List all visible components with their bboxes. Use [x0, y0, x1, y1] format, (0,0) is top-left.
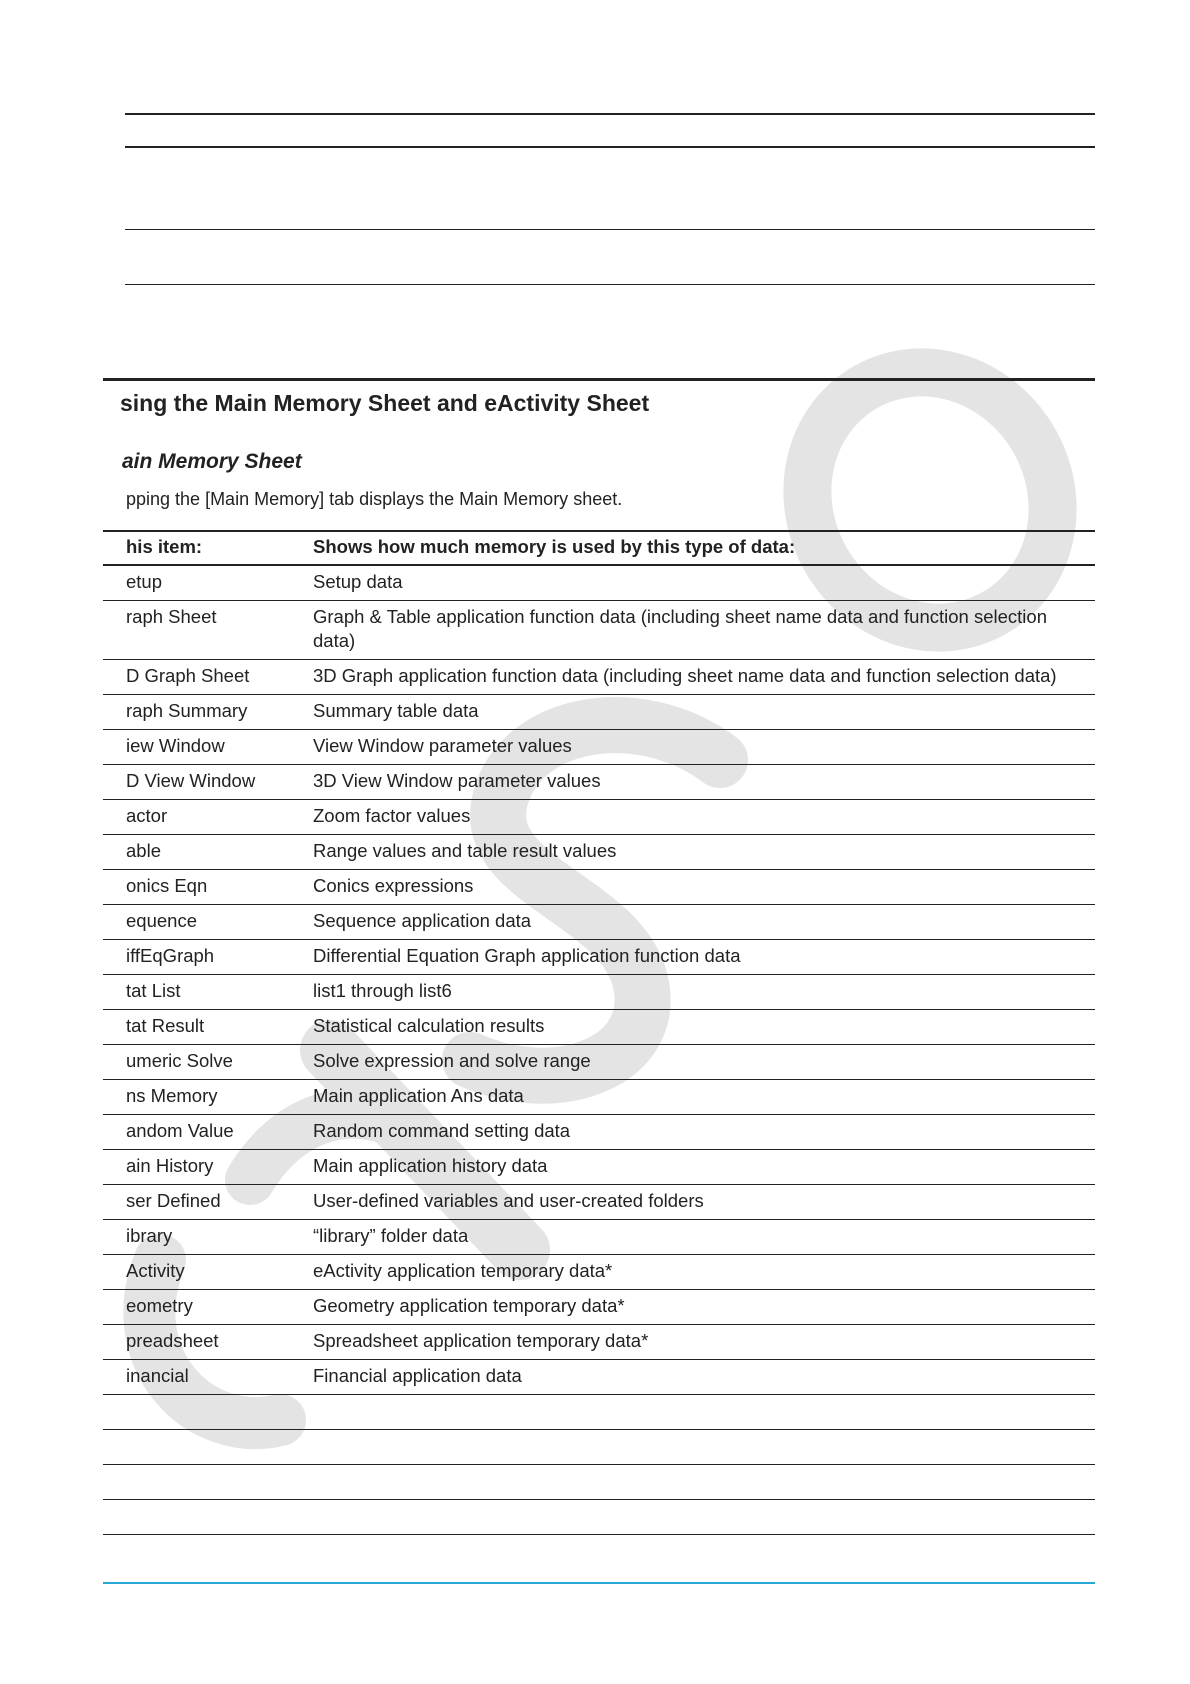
- row-description: User-defined variables and user-created folders: [313, 1185, 1095, 1220]
- row-description: [313, 1465, 1095, 1500]
- row-description: “library” folder data: [313, 1220, 1095, 1255]
- row-item: actor: [103, 800, 313, 835]
- row-item: ibrary: [103, 1220, 313, 1255]
- table-row: [103, 835, 1095, 870]
- row-item: able: [103, 835, 313, 870]
- subsection-title: ain Memory Sheet: [122, 450, 302, 473]
- row-item: raph Sheet: [103, 601, 313, 660]
- row-item: tat Result: [103, 1010, 313, 1045]
- row-item: [103, 1465, 313, 1500]
- row-description: Financial application data: [313, 1360, 1095, 1395]
- row-description: Main application Ans data: [313, 1080, 1095, 1115]
- table-row: [103, 1080, 1095, 1115]
- row-description: [313, 1430, 1095, 1465]
- table-row: [103, 940, 1095, 975]
- row-description: 3D View Window parameter values: [313, 765, 1095, 800]
- row-item: etup: [103, 565, 313, 601]
- table-row: [103, 870, 1095, 905]
- row-item: raph Summary: [103, 695, 313, 730]
- table-row: [103, 905, 1095, 940]
- row-item: [103, 1395, 313, 1430]
- row-item: umeric Solve: [103, 1045, 313, 1080]
- row-description: Range values and table result values: [313, 835, 1095, 870]
- row-description: Graph & Table application function data (including sheet name data and function selection data): [313, 601, 1095, 660]
- row-item: D View Window: [103, 765, 313, 800]
- row-description: eActivity application temporary data*: [313, 1255, 1095, 1290]
- memory-usage-table: [103, 530, 1095, 1535]
- row-description: Setup data: [313, 565, 1095, 601]
- row-description: Zoom factor values: [313, 800, 1095, 835]
- intro-text: pping the [Main Memory] tab displays the Main Memory sheet.: [126, 489, 623, 509]
- row-description: Statistical calculation results: [313, 1010, 1095, 1045]
- row-description: Solve expression and solve range: [313, 1045, 1095, 1080]
- table-row: [103, 1010, 1095, 1045]
- row-description: [313, 1395, 1095, 1430]
- table-row: [103, 730, 1095, 765]
- row-description: Conics expressions: [313, 870, 1095, 905]
- row-description: [313, 1500, 1095, 1535]
- row-item: iew Window: [103, 730, 313, 765]
- table-row: [103, 1290, 1095, 1325]
- section-rule: [103, 378, 1095, 381]
- column-header-description: Shows how much memory is used by this type of data:: [313, 531, 1095, 565]
- row-description: Random command setting data: [313, 1115, 1095, 1150]
- row-item: tat List: [103, 975, 313, 1010]
- header-rule: [125, 113, 1095, 115]
- column-header-item: his item:: [103, 531, 313, 565]
- row-item: [103, 1430, 313, 1465]
- row-description: Summary table data: [313, 695, 1095, 730]
- table-body: [103, 565, 1095, 1535]
- row-item: andom Value: [103, 1115, 313, 1150]
- table-row: [103, 1465, 1095, 1500]
- table-row: [103, 765, 1095, 800]
- row-description: Differential Equation Graph application function data: [313, 940, 1095, 975]
- header-rule: [125, 229, 1095, 230]
- row-description: Geometry application temporary data*: [313, 1290, 1095, 1325]
- row-description: Sequence application data: [313, 905, 1095, 940]
- footer-rule: [103, 1582, 1095, 1584]
- table-row: [103, 1115, 1095, 1150]
- row-item: Activity: [103, 1255, 313, 1290]
- table-row: [103, 975, 1095, 1010]
- row-item: equence: [103, 905, 313, 940]
- table-header-row: [103, 531, 1095, 565]
- table-row: [103, 1185, 1095, 1220]
- table-row: [103, 565, 1095, 601]
- row-item: inancial: [103, 1360, 313, 1395]
- table-row: [103, 1395, 1095, 1430]
- table-row: [103, 1045, 1095, 1080]
- table-row: [103, 800, 1095, 835]
- table-row: [103, 1220, 1095, 1255]
- row-description: Main application history data: [313, 1150, 1095, 1185]
- row-item: D Graph Sheet: [103, 660, 313, 695]
- table-row: [103, 660, 1095, 695]
- row-item: onics Eqn: [103, 870, 313, 905]
- table-row: [103, 1500, 1095, 1535]
- row-description: 3D Graph application function data (including sheet name data and function selection data): [313, 660, 1095, 695]
- row-item: preadsheet: [103, 1325, 313, 1360]
- table-row: [103, 1150, 1095, 1185]
- row-description: list1 through list6: [313, 975, 1095, 1010]
- row-item: ns Memory: [103, 1080, 313, 1115]
- row-description: View Window parameter values: [313, 730, 1095, 765]
- table-row: [103, 601, 1095, 660]
- row-item: eometry: [103, 1290, 313, 1325]
- row-description: Spreadsheet application temporary data*: [313, 1325, 1095, 1360]
- row-item: [103, 1500, 313, 1535]
- table-row: [103, 1430, 1095, 1465]
- table-row: [103, 1360, 1095, 1395]
- table-row: [103, 695, 1095, 730]
- row-item: iffEqGraph: [103, 940, 313, 975]
- header-rule: [125, 284, 1095, 285]
- table-row: [103, 1325, 1095, 1360]
- section-title: sing the Main Memory Sheet and eActivity Sheet: [120, 390, 650, 416]
- row-item: ain History: [103, 1150, 313, 1185]
- table-row: [103, 1255, 1095, 1290]
- row-item: ser Defined: [103, 1185, 313, 1220]
- header-rule: [125, 146, 1095, 148]
